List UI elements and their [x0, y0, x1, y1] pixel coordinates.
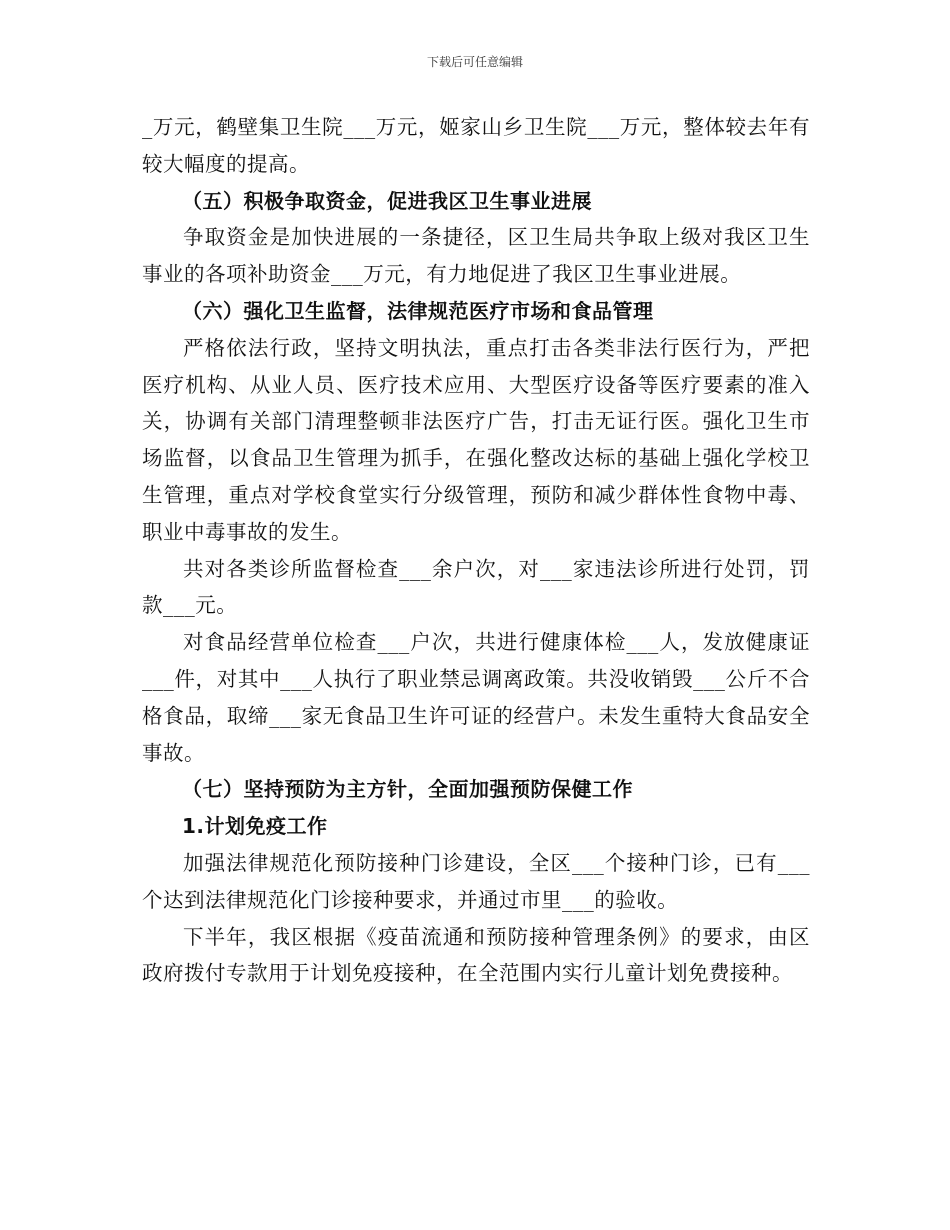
paragraph-free-vaccination: 下半年，我区根据《疫苗流通和预防接种管理条例》的要求，由区政府拨付专款用于计划免疫接种，在全范围内实行儿童计划免费接种。	[142, 924, 810, 986]
paragraph-continued: _万元，鹤壁集卫生院___万元，姬家山乡卫生院___万元，整体较去年有较大幅度的提高。	[142, 115, 810, 176]
document-body	[142, 109, 810, 992]
paragraph-clinic-inspection: 共对各类诊所监督检查___余户次，对___家违法诊所进行处罚，罚款___元。	[142, 556, 810, 618]
section-heading-6: （六）强化卫生监督，法律规范医疗市场和食品管理	[182, 298, 654, 323]
section-heading-7: （七）坚持预防为主方针，全面加强预防保健工作	[182, 777, 633, 802]
page-header: 下载后可任意编辑	[426, 55, 523, 69]
section-heading-5: （五）积极争取资金，促进我区卫生事业进展	[182, 188, 592, 213]
subsection-heading-immunization: 1.计划免疫工作	[182, 814, 328, 839]
paragraph-food-inspection: 对食品经营单位检查___户次，共进行健康体检___人，发放健康证___件，对其中___人执行了职业禁忌调离政策。共没收销毁___公斤不合格食品，取缔___家无食品卫生许可证的经营户。未发生重特大食品安全事故。	[142, 630, 810, 765]
paragraph-vaccination-clinics: 加强法律规范化预防接种门诊建设，全区___个接种门诊，已有___个达到法律规范化门诊接种要求，并通过市里___的验收。	[142, 850, 810, 912]
paragraph-supervision: 严格依法行政，坚持文明执法，重点打击各类非法行医行为，严把医疗机构、从业人员、医疗技术应用、大型医疗设备等医疗要素的准入关，协调有关部门清理整顿非法医疗广告，打击无证行医。强化卫生市场监督，以食品卫生管理为抓手，在强化整改达标的基础上强化学校卫生管理，重点对学校食堂实行分级管理，预防和减少群体性食物中毒、职业中毒事故的发生。	[142, 335, 810, 544]
paragraph-funding: 争取资金是加快进展的一条捷径，区卫生局共争取上级对我区卫生事业的各项补助资金___万元，有力地促进了我区卫生事业进展。	[142, 225, 810, 287]
